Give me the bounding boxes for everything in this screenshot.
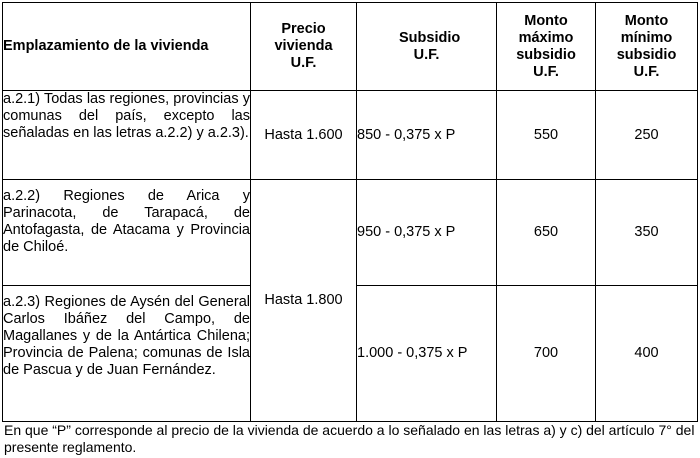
price-cell: Hasta 1.800	[251, 180, 357, 422]
subsidy-formula-cell: 850 - 0,375 x P	[357, 91, 497, 180]
header-max-amount: Monto máximo subsidio U.F.	[497, 3, 596, 91]
subsidy-table	[2, 2, 698, 422]
max-amount-cell: 550	[497, 91, 596, 180]
subsidy-formula-cell: 950 - 0,375 x P	[357, 180, 497, 286]
min-amount-cell: 350	[596, 180, 698, 286]
max-amount-cell: 700	[497, 286, 596, 422]
subsidy-formula-cell: 1.000 - 0,375 x P	[357, 286, 497, 422]
max-amount-cell: 650	[497, 180, 596, 286]
header-location: Emplazamiento de la vivienda	[3, 3, 251, 91]
header-row	[3, 3, 698, 91]
location-cell: a.2.2) Regiones de Arica y Parinacota, de Tarapacá, de Antofagasta, de Atacama y Provincia de Chiloé.	[3, 180, 251, 286]
header-min-amount: Monto mínimo subsidio U.F.	[596, 3, 698, 91]
header-subsidy: Subsidio U.F.	[357, 3, 497, 91]
min-amount-cell: 250	[596, 91, 698, 180]
header-price: Precio vivienda U.F.	[251, 3, 357, 91]
table-row	[3, 180, 698, 286]
price-cell: Hasta 1.600	[251, 91, 357, 180]
location-cell: a.2.3) Regiones de Aysén del General Carlos Ibáñez del Campo, de Magallanes y de la Antártica Chilena; Provincia de Palena; comunas de Isla de Pascua y de Juan Fernández.	[3, 286, 251, 422]
footnote: En que “P” corresponde al precio de la vivienda de acuerdo a lo señalado en las letras a) y c) del artículo 7° del presente reglamento.	[4, 422, 695, 455]
location-cell: a.2.1) Todas las regiones, provincias y comunas del país, excepto las señaladas en las letras a.2.2) y a.2.3).	[3, 91, 251, 180]
table-row	[3, 91, 698, 180]
min-amount-cell: 400	[596, 286, 698, 422]
